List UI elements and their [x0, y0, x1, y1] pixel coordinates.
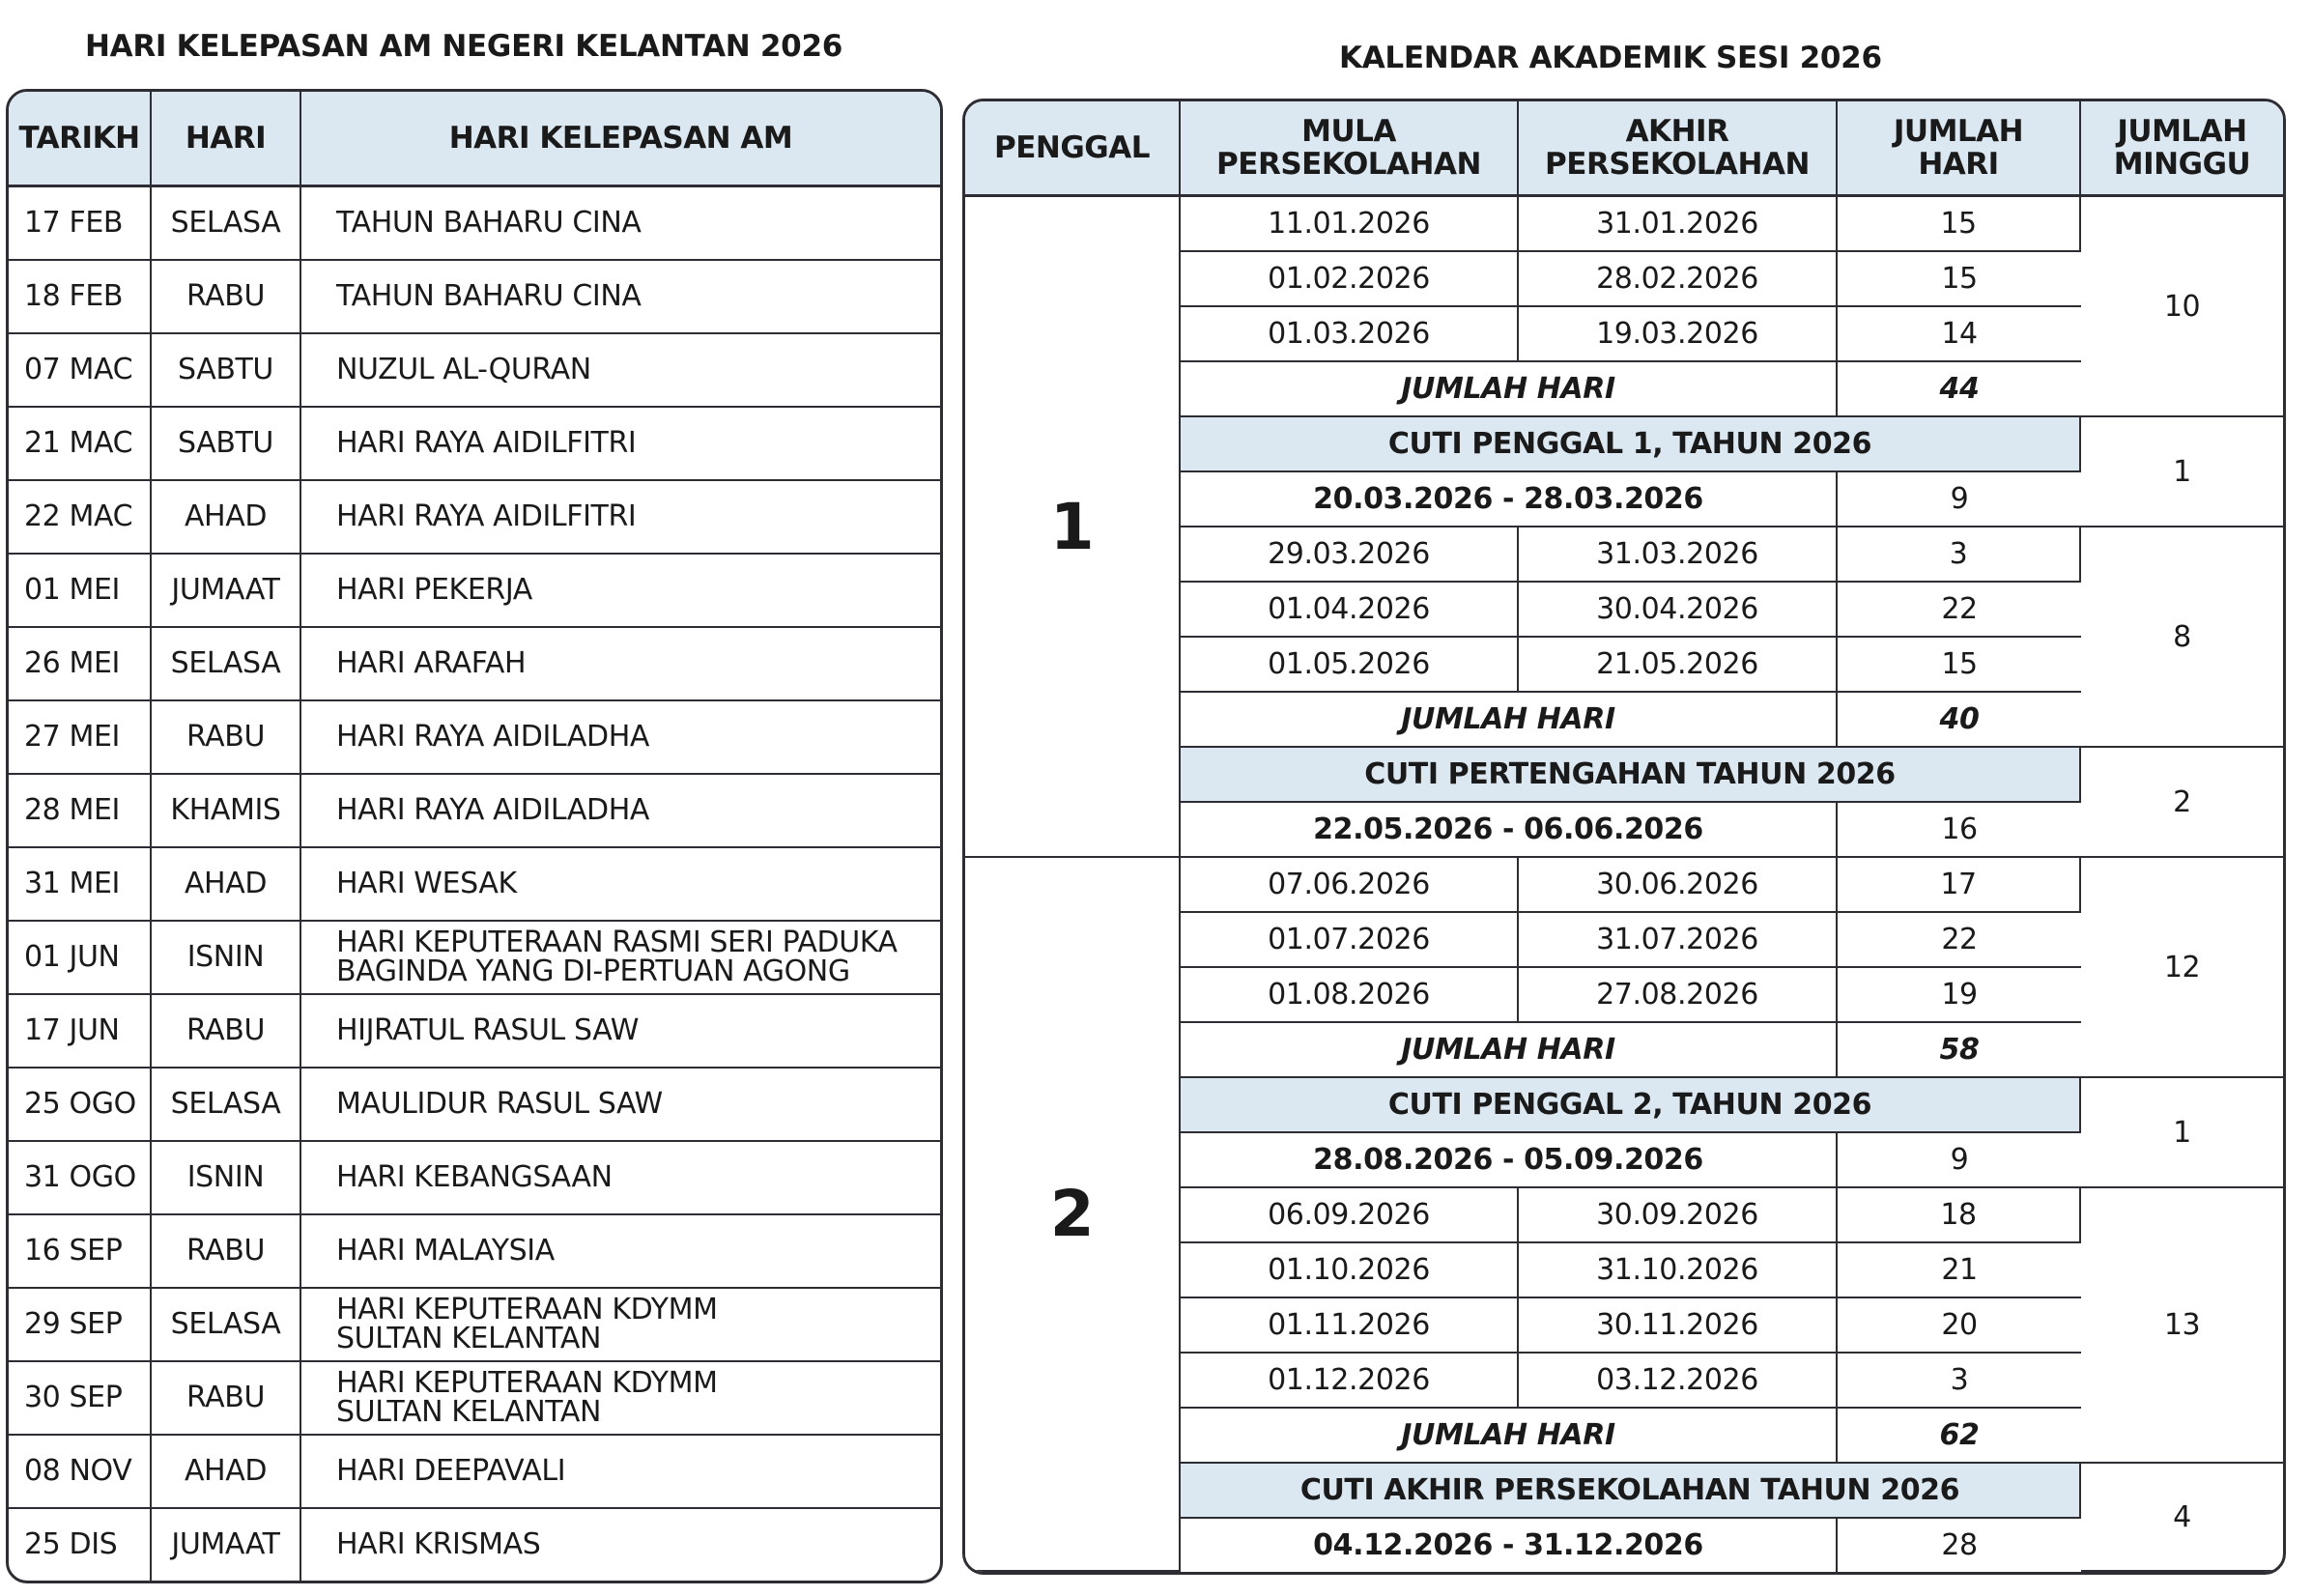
- table-row: [9, 775, 940, 848]
- holiday-day: RABU: [152, 701, 301, 775]
- table-row: [9, 1436, 940, 1509]
- holiday-name: NUZUL AL-QURAN: [301, 334, 940, 408]
- akhir-date: 03.12.2026: [1519, 1354, 1838, 1409]
- cuti-minggu-value: 1: [2081, 1078, 2283, 1188]
- table-row: [9, 334, 940, 408]
- table-row: [9, 261, 940, 334]
- holiday-name: TAHUN BAHARU CINA: [301, 187, 940, 261]
- jumlah-hari-total: 58: [1838, 1023, 2081, 1078]
- akhir-date: 28.02.2026: [1519, 252, 1838, 307]
- holiday-day: SABTU: [152, 408, 301, 481]
- cuti-title: CUTI PERTENGAHAN TAHUN 2026: [1181, 748, 2081, 803]
- holiday-name: HARI RAYA AIDILADHA: [301, 775, 940, 848]
- mula-date: 01.11.2026: [1181, 1298, 1519, 1354]
- akhir-date: 31.07.2026: [1519, 913, 1838, 968]
- holiday-day: AHAD: [152, 481, 301, 555]
- cuti-minggu-value: 4: [2081, 1464, 2283, 1572]
- holiday-name: HARI KRISMAS: [336, 1527, 541, 1561]
- cuti-hari-value: 9: [1838, 1133, 2081, 1188]
- cuti-hari-value: 9: [1838, 472, 2081, 527]
- jumlah-hari-value: 15: [1838, 638, 2081, 693]
- holiday-date: 01 JUN: [9, 922, 152, 995]
- holiday-date: 25 DIS: [9, 1509, 152, 1581]
- holiday-date: 07 MAC: [9, 334, 152, 408]
- cuti-date-range: 22.05.2026 - 06.06.2026: [1181, 803, 1838, 858]
- holiday-date: 21 MAC: [9, 408, 152, 481]
- mula-date: 01.05.2026: [1181, 638, 1519, 693]
- col-header-akhir: AKHIR PERSEKOLAHAN: [1519, 101, 1838, 197]
- jumlah-minggu-value: 10: [2081, 197, 2283, 417]
- col-header-penggal: PENGGAL: [965, 101, 1181, 197]
- holiday-name: HARI KEPUTERAAN KDYMM SULTAN KELANTAN: [301, 1289, 940, 1362]
- jumlah-hari-total: 40: [1838, 693, 2081, 748]
- holiday-date: 29 SEP: [9, 1289, 152, 1362]
- holiday-date: 27 MEI: [9, 701, 152, 775]
- jumlah-minggu-value: 13: [2081, 1188, 2283, 1464]
- jumlah-minggu-value: 8: [2081, 527, 2283, 748]
- table-row: [9, 848, 940, 922]
- holiday-day: JUMAAT: [152, 555, 301, 628]
- holiday-name: HARI PEKERJA: [301, 555, 940, 628]
- mula-date: 11.01.2026: [1181, 197, 1519, 252]
- col-header-tarikh: TARIKH: [9, 92, 152, 187]
- mula-date: 01.03.2026: [1181, 307, 1519, 362]
- holiday-name: HARI DEEPAVALI: [301, 1436, 940, 1509]
- holiday-day: JUMAAT: [152, 1509, 301, 1581]
- academic-calendar-title: KALENDAR AKADEMIK SESI 2026: [1339, 41, 1882, 75]
- holiday-name: HARI MALAYSIA: [301, 1215, 940, 1289]
- holiday-name: TAHUN BAHARU CINA: [301, 261, 940, 334]
- holiday-date: 17 JUN: [9, 995, 152, 1069]
- col-header-hari: HARI: [152, 92, 301, 187]
- holiday-day: SELASA: [152, 1289, 301, 1362]
- holiday-name: HIJRATUL RASUL SAW: [301, 995, 940, 1069]
- col-header-hari-kelepasan: HARI KELEPASAN AM: [301, 92, 940, 187]
- jumlah-hari-value: 15: [1838, 197, 2081, 252]
- table-row: [965, 197, 2283, 252]
- holiday-name: HARI RAYA AIDILFITRI: [301, 481, 940, 555]
- mula-date: 01.02.2026: [1181, 252, 1519, 307]
- akhir-date: 30.06.2026: [1519, 858, 1838, 913]
- holiday-day: AHAD: [152, 848, 301, 922]
- holiday-name: HARI WESAK: [301, 848, 940, 922]
- holiday-date: 17 FEB: [9, 187, 152, 261]
- holiday-day: RABU: [152, 1215, 301, 1289]
- jumlah-hari-total: 62: [1838, 1409, 2081, 1464]
- table-row: [9, 1069, 940, 1142]
- jumlah-hari-value: 3: [1838, 1354, 2081, 1409]
- holiday-name: HARI ARAFAH: [301, 628, 940, 701]
- jumlah-minggu-value: 12: [2081, 858, 2283, 1078]
- holiday-table: [6, 89, 943, 1583]
- mula-date: 29.03.2026: [1181, 527, 1519, 583]
- jumlah-hari-value: 14: [1838, 307, 2081, 362]
- cuti-minggu-value: 2: [2081, 748, 2283, 858]
- penggal-number: 2: [965, 858, 1181, 1572]
- akhir-date: 27.08.2026: [1519, 968, 1838, 1023]
- holiday-day: RABU: [152, 995, 301, 1069]
- jumlah-hari-label: JUMLAH HARI: [1181, 362, 1838, 417]
- holiday-name: HARI RAYA AIDILFITRI: [301, 408, 940, 481]
- holiday-day: AHAD: [152, 1436, 301, 1509]
- academic-calendar-table: [962, 99, 2286, 1575]
- holiday-day: ISNIN: [152, 922, 301, 995]
- cuti-title: CUTI AKHIR PERSEKOLAHAN TAHUN 2026: [1181, 1464, 2081, 1519]
- holiday-date: 28 MEI: [9, 775, 152, 848]
- jumlah-hari-value: 22: [1838, 913, 2081, 968]
- holiday-date: 16 SEP: [9, 1215, 152, 1289]
- holiday-day: RABU: [152, 261, 301, 334]
- jumlah-hari-label: JUMLAH HARI: [1181, 1023, 1838, 1078]
- holiday-date: 26 MEI: [9, 628, 152, 701]
- akhir-date: 30.09.2026: [1519, 1188, 1838, 1243]
- cuti-date-range: 28.08.2026 - 05.09.2026: [1181, 1133, 1838, 1188]
- akhir-date: 30.04.2026: [1519, 583, 1838, 638]
- holiday-name: MAULIDUR RASUL SAW: [301, 1069, 940, 1142]
- table-row: [9, 1142, 940, 1215]
- holiday-date: 18 FEB: [9, 261, 152, 334]
- holiday-name: HARI KEPUTERAAN RASMI SERI PADUKA BAGINDA YANG DI-PERTUAN AGONG: [301, 922, 940, 995]
- holiday-name: HARI KEPUTERAAN KDYMM SULTAN KELANTAN: [301, 1362, 940, 1436]
- holiday-date: 01 MEI: [9, 555, 152, 628]
- table-row: [9, 701, 940, 775]
- holiday-header-row: [9, 92, 940, 187]
- akhir-date: 31.01.2026: [1519, 197, 1838, 252]
- holiday-date: 08 NOV: [9, 1436, 152, 1509]
- holiday-day: SELASA: [152, 1069, 301, 1142]
- holiday-date: 22 MAC: [9, 481, 152, 555]
- holiday-day: RABU: [152, 1362, 301, 1436]
- cuti-date-range: 20.03.2026 - 28.03.2026: [1181, 472, 1838, 527]
- col-header-jumlah-hari: JUMLAH HARI: [1838, 101, 2081, 197]
- jumlah-hari-value: 18: [1838, 1188, 2081, 1243]
- jumlah-hari-total: 44: [1838, 362, 2081, 417]
- mula-date: 01.07.2026: [1181, 913, 1519, 968]
- table-row: [9, 628, 940, 701]
- akhir-date: 31.03.2026: [1519, 527, 1838, 583]
- jumlah-hari-value: 15: [1838, 252, 2081, 307]
- table-row: [9, 1215, 940, 1289]
- holiday-day: KHAMIS: [152, 775, 301, 848]
- jumlah-hari-value: 21: [1838, 1243, 2081, 1298]
- holiday-date: 30 SEP: [9, 1362, 152, 1436]
- holiday-day: SABTU: [152, 334, 301, 408]
- holiday-date: 31 OGO: [9, 1142, 152, 1215]
- mula-date: 07.06.2026: [1181, 858, 1519, 913]
- holiday-day: SELASA: [152, 187, 301, 261]
- col-header-mula: MULA PERSEKOLAHAN: [1181, 101, 1519, 197]
- holiday-name: HARI RAYA AIDILADHA: [301, 701, 940, 775]
- jumlah-hari-label: JUMLAH HARI: [1181, 693, 1838, 748]
- cuti-hari-value: 28: [1941, 1528, 1978, 1562]
- holiday-table-title: HARI KELEPASAN AM NEGERI KELANTAN 2026: [85, 29, 842, 64]
- mula-date: 06.09.2026: [1181, 1188, 1519, 1243]
- table-row: [9, 1362, 940, 1436]
- mula-date: 01.04.2026: [1181, 583, 1519, 638]
- holiday-day: ISNIN: [152, 1142, 301, 1215]
- table-row: [9, 481, 940, 555]
- academic-header-row: [965, 101, 2283, 197]
- cuti-title: CUTI PENGGAL 1, TAHUN 2026: [1181, 417, 2081, 472]
- akhir-date: 31.10.2026: [1519, 1243, 1838, 1298]
- jumlah-hari-value: 22: [1838, 583, 2081, 638]
- mula-date: 01.08.2026: [1181, 968, 1519, 1023]
- akhir-date: 30.11.2026: [1519, 1298, 1838, 1354]
- table-row: [9, 995, 940, 1069]
- table-row: [9, 922, 940, 995]
- table-row: [9, 187, 940, 261]
- cuti-date-range: 04.12.2026 - 31.12.2026: [1181, 1519, 1838, 1572]
- cuti-minggu-value: 1: [2081, 417, 2283, 527]
- mula-date: 01.10.2026: [1181, 1243, 1519, 1298]
- table-row: [9, 1509, 940, 1581]
- jumlah-hari-value: 20: [1838, 1298, 2081, 1354]
- akhir-date: 21.05.2026: [1519, 638, 1838, 693]
- table-row: [9, 408, 940, 481]
- jumlah-hari-value: 19: [1838, 968, 2081, 1023]
- jumlah-hari-label: JUMLAH HARI: [1181, 1409, 1838, 1464]
- penggal-number: 1: [965, 197, 1181, 858]
- holiday-day: SELASA: [152, 628, 301, 701]
- holiday-date: 25 OGO: [9, 1069, 152, 1142]
- mula-date: 01.12.2026: [1181, 1354, 1519, 1409]
- table-row: [9, 555, 940, 628]
- holiday-date: 31 MEI: [9, 848, 152, 922]
- table-row: [965, 858, 2283, 913]
- cuti-title: CUTI PENGGAL 2, TAHUN 2026: [1181, 1078, 2081, 1133]
- table-row: [9, 1289, 940, 1362]
- akhir-date: 19.03.2026: [1519, 307, 1838, 362]
- jumlah-hari-value: 3: [1838, 527, 2081, 583]
- cuti-hari-value: 16: [1838, 803, 2081, 858]
- col-header-jumlah-minggu: JUMLAH MINGGU: [2081, 101, 2283, 197]
- holiday-name: HARI KEBANGSAAN: [301, 1142, 940, 1215]
- jumlah-hari-value: 17: [1838, 858, 2081, 913]
